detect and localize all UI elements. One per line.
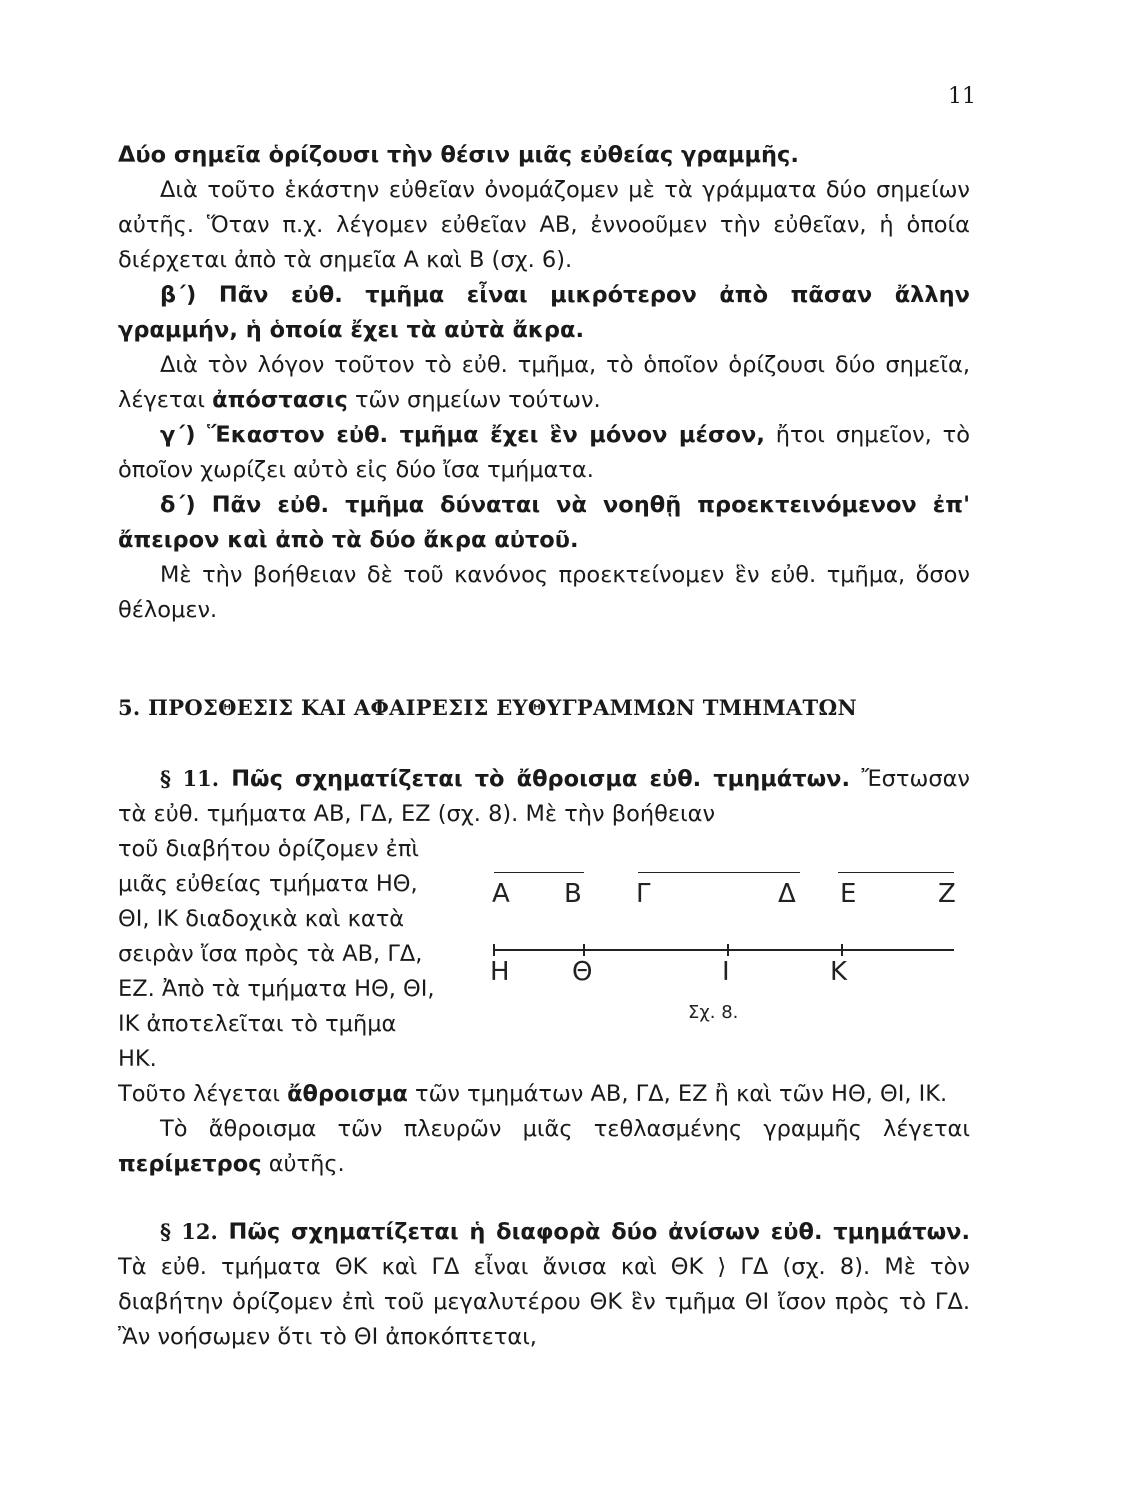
term-apostasis: ἀπόστασις <box>212 387 348 413</box>
s11-side-text: τοῦ διαβήτου ὁρίζομεν ἐπὶ μιᾶς εὐθείας τμήματα ΗΘ, ΘΙ, ΙΚ διαδοχικὰ καὶ κατὰ σειρὰν ἴσα πρὸς τὰ ΑΒ, ΓΔ, ΕΖ. Ἀπὸ τὰ τμήματα ΗΘ, ΘΙ, ΙΚ ἀποτελεῖται τὸ τμῆμα ΗΚ. <box>118 836 435 1072</box>
label-th: Θ <box>572 957 593 987</box>
property-c-label: γ΄) Ἕκαστον εὐθ. τμῆμα ἔχει ἓν μόνον μέσον, <box>160 422 765 448</box>
text: Διὰ τὸν λόγον τοῦτον τὸ εὐθ. τμῆμα, τὸ ὁποῖον ὁρίζουσι δύο σημεῖα, λέγεται <box>118 352 970 413</box>
label-d: Δ <box>778 879 796 909</box>
text: Τοῦτο λέγεται <box>118 1081 288 1107</box>
axiom-bold: Δύο σημεῖα ὁρίζουσι τὴν θέσιν μιᾶς εὐθείας γραμμῆς. <box>118 142 799 168</box>
label-a: Α <box>492 879 510 909</box>
figure-8 <box>488 872 958 1072</box>
figure-side-text <box>118 832 438 1077</box>
label-b: Β <box>564 879 582 909</box>
property-d: δ΄) Πᾶν εὐθ. τμῆμα δύναται νὰ νοηθῇ προεκτεινόμενον ἐπ' ἄπειρον καὶ ἀπὸ τὰ δύο ἄκρα αὐτοῦ. <box>118 492 970 553</box>
label-i: Ι <box>722 957 730 987</box>
s11-number: § 11. <box>160 766 220 791</box>
figure-block <box>118 832 970 1077</box>
s11-intro <box>118 761 970 832</box>
text: τῶν σημείων τούτων. <box>347 387 601 413</box>
axiom-text: Διὰ τοῦτο ἑκάστην εὐθεῖαν ὀνομάζομεν μὲ τὰ γράμματα δύο σημείων αὐτῆς. Ὅταν π.χ. λέγομεν εὐθεῖαν ΑΒ, ἐννοοῦμεν τὴν εὐθεῖαν, ἡ ὁποία διέρχεται ἀπὸ τὰ σημεῖα Α καὶ Β (σχ. 6). <box>118 177 970 273</box>
label-k: Κ <box>830 957 848 987</box>
property-c <box>118 418 970 488</box>
text: τῶν τμημάτων ΑΒ, ΓΔ, ΕΖ ἢ καὶ τῶν ΗΘ, ΘΙ, ΙΚ. <box>407 1081 948 1107</box>
text: Τὸ ἄθροισμα τῶν πλευρῶν μιᾶς τεθλασμένης γραμμῆς λέγεται <box>160 1116 970 1142</box>
term-athroisma: ἄθροισμα <box>287 1081 408 1107</box>
property-d-text: Μὲ τὴν βοήθειαν δὲ τοῦ κανόνος προεκτείνομεν ἓν εὐθ. τμῆμα, ὅσον θέλομεν. <box>118 562 970 623</box>
section-heading: 5. ΠΡΟΣΘΕΣΙΣ ΚΑΙ ΑΦΑΙΡΕΣΙΣ ΕΥΘΥΓΡΑΜΜΩΝ ΤΜΗΜΑΤΩΝ <box>118 695 857 720</box>
term-perimetros: περίμετρος <box>118 1151 262 1177</box>
s11-perimeter <box>118 1112 970 1182</box>
property-c-text: ἤτοι σημεῖον, τὸ ὁποῖον χωρίζει αὐτὸ εἰς δύο ἴσα τμήματα. <box>118 422 970 483</box>
s12-paragraph <box>118 1214 970 1355</box>
s11-title: Πῶς σχηματίζεται τὸ ἄθροισμα εὐθ. τμημάτων. <box>219 766 851 792</box>
page-body <box>118 138 970 1355</box>
text: αὐτῆς. <box>261 1151 345 1177</box>
label-e: Ε <box>840 879 857 909</box>
label-h: Η <box>490 957 510 987</box>
label-z: Ζ <box>938 879 956 909</box>
s11-text: Ἔστωσαν τὰ εὐθ. τμήματα ΑΒ, ΓΔ, ΕΖ (σχ. 8). Μὲ τὴν βοήθειαν <box>118 766 970 827</box>
s12-text: Τὰ εὐθ. τμήματα ΘΚ καὶ ΓΔ εἶναι ἄνισα καὶ ΘΚ ⟩ ΓΔ (σχ. 8). Μὲ τὸν διαβήτην ὁρίζομεν ἐπὶ τοῦ μεγαλυτέρου ΘΚ ἓν τμῆμα ΘΙ ἴσον πρὸς τὸ ΓΔ. Ἂν νοήσωμεν ὅτι τὸ ΘΙ ἀποκόπτεται, <box>118 1254 970 1350</box>
s12-title: Πῶς σχηματίζεται ἡ διαφορὰ δύο ἀνίσων εὐθ. τμημάτων. <box>217 1219 971 1245</box>
page-number: 11 <box>948 84 976 109</box>
label-g: Γ <box>636 879 651 909</box>
figure-caption: Σχ. 8. <box>688 1002 739 1023</box>
s11-after <box>118 1077 970 1112</box>
s12-number: § 12. <box>160 1219 218 1244</box>
property-b: β΄) Πᾶν εὐθ. τμῆμα εἶναι μικρότερον ἀπὸ πᾶσαν ἄλλην γραμμήν, ἡ ὁποία ἔχει τὰ αὐτὰ ἄκρα. <box>118 282 970 343</box>
property-b-text <box>118 348 970 418</box>
